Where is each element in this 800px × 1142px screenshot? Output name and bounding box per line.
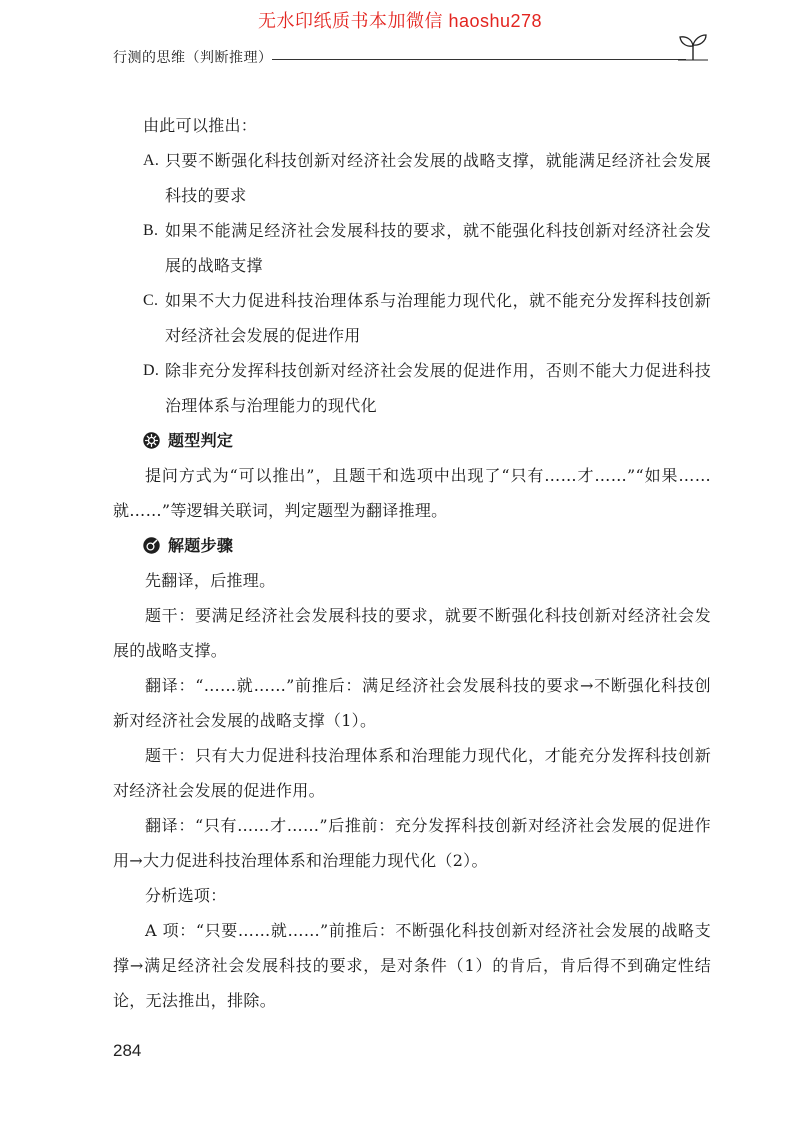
section-heading-steps	[113, 528, 711, 563]
section-heading-type	[113, 423, 711, 458]
paragraph: 翻译：“……就……”前推后：满足经济社会发展科技的要求→不断强化科技创新对经济社会发展的战略支撑（1）。	[113, 676, 711, 730]
option-a	[113, 143, 711, 213]
option-text: 如果不大力促进科技治理体系与治理能力现代化，就不能充分发挥科技创新对经济社会发展的促进作用	[165, 291, 711, 345]
paragraph: 先翻译，后推理。	[145, 571, 276, 590]
paragraph: A 项：“只要……就……”前推后：不断强化科技创新对经济社会发展的战略支撑→满足经济社会发展科技的要求，是对条件（1）的肯后，肯后得不到确定性结论，无法推出，排除。	[113, 921, 711, 1010]
option-text: 只要不断强化科技创新对经济社会发展的战略支撑，就能满足经济社会发展科技的要求	[165, 151, 711, 205]
option-b	[113, 213, 711, 283]
section-heading-text: 题型判定	[168, 431, 234, 450]
paragraph: 翻译：“只有……才……”后推前：充分发挥科技创新对经济社会发展的促进作用→大力促进科技治理体系和治理能力现代化（2）。	[113, 816, 711, 870]
pen-icon	[143, 537, 160, 554]
header-rule	[272, 59, 686, 60]
option-d	[113, 353, 711, 423]
option-text: 如果不能满足经济社会发展科技的要求，就不能强化科技创新对经济社会发展的战略支撑	[165, 221, 711, 275]
paragraph: 题干：只有大力促进科技治理体系和治理能力现代化，才能充分发挥科技创新对经济社会发展的促进作用。	[113, 746, 711, 800]
paragraph: 提问方式为“可以推出”，且题干和选项中出现了“只有……才……”“如果……就……”等逻辑关联词，判定题型为翻译推理。	[113, 466, 711, 520]
paragraph: 题干：要满足经济社会发展科技的要求，就要不断强化科技创新对经济社会发展的战略支撑。	[113, 606, 711, 660]
paragraph: 分析选项：	[145, 886, 227, 905]
option-letter: C.	[143, 292, 159, 309]
section-heading-text: 解题步骤	[168, 536, 234, 555]
option-text: 除非充分发挥科技创新对经济社会发展的促进作用，否则不能大力促进科技治理体系与治理能力的现代化	[165, 361, 711, 415]
running-head-title: 行测的思维（判断推理）	[113, 50, 273, 66]
option-letter: A.	[143, 152, 160, 169]
sprout-icon	[678, 30, 708, 62]
watermark-text: 无水印纸质书本加微信 haoshu278	[257, 11, 543, 31]
question-prompt: 由此可以推出：	[143, 116, 258, 135]
option-c	[113, 283, 711, 353]
gear-icon	[143, 432, 160, 449]
option-letter: D.	[143, 362, 160, 379]
page-number: 284	[113, 1041, 142, 1060]
option-letter: B.	[143, 222, 159, 239]
page-body	[113, 108, 711, 1018]
